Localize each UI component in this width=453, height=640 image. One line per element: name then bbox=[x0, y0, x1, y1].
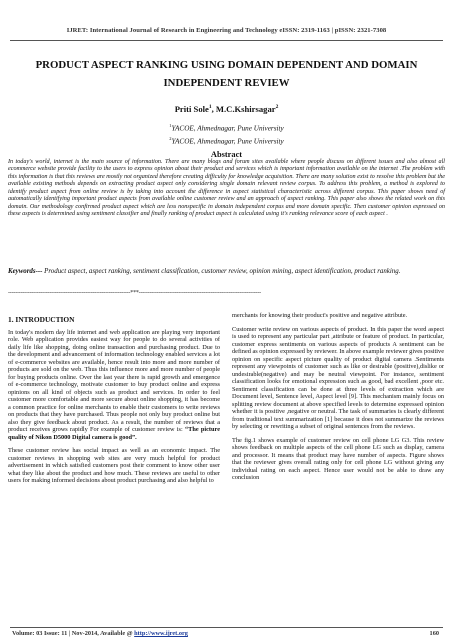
affiliation-superscript: 2 bbox=[169, 135, 172, 141]
affiliation-text: YACOE, Ahmednagar, Pune University bbox=[171, 137, 284, 146]
example-quote: “The picture quality of Nikon D5000 Digital camera is good”. bbox=[8, 426, 220, 441]
journal-header: IJRET: International Journal of Research in Engineering and Technology eISSN: 2319-1163 | pISSN: 2321-7308 bbox=[66, 27, 387, 34]
footer-divider bbox=[10, 627, 443, 628]
author-line bbox=[0, 104, 453, 114]
abstract-text: In today's world, internet is the main source of information. There are many blogs and forum sites available where people discuss on different issues and also almost all ecommerce website provide facility to the users to express opinion about their product and services which is important information available on the internet .The problem with this information is that this reviews are mostly not organized therefore creating difficulty for knowledge acquisition. There are many solution exist to resolve this problem but the available existing methods depends on extracting product aspect only considering single domain relevant review corpus. To address this problem, a method is explored to identify product aspect from online review is by taking into account the difference in aspect statistical characteristic across different corpus. This paper shows need of automatically identifying important product aspects from available online customer review and an approach of aspect ranking. This paper also shows the related work on this domain. Our methodology confirmed product aspect which are less nonspecific in domain independent corpus and more domain specific. Then customer opinion expressed on these aspects is determined using sentiment classifier and finally ranking of product aspect is calculated using it's ranking relevance score of each aspect . bbox=[8, 159, 445, 218]
body-paragraph: Customer write review on various aspects of product. In this paper the word aspect is used to represent any particular part ,attribute or feature of product. In particular, customer express sentiments on various aspects of products A sentiment can be defined as opinion expressed by reviewer. In above example reviewer gives positive opinion on specific aspect picture quality of product digital camera .Sentiments represent any viewpoints of customer such as like or desirable (positive),dislike or undesirable(negative) and may be neutral viewpoint. For instance, sentiment classification looks for emotional expression such as good, bad excellent ,poor etc. Sentiment classification can be done at three levels of extraction which are Document level, Sentence level, Aspect level [9]. This mechanism mainly focus on splitting review document at above specified levels to determine expressed opinion whether it is positive ,negative or neutral. The task of summaries is clearly different from traditional text summarization [1] because it does not summarize the reviews by selecting or rewriting a subset of original sentences from the reviews. bbox=[232, 325, 444, 430]
affiliation-superscript: 1 bbox=[169, 123, 172, 128]
author-superscript: 2 bbox=[275, 104, 279, 111]
affiliation-line bbox=[0, 134, 453, 147]
section-heading: 1. INTRODUCTION bbox=[8, 315, 75, 324]
right-column bbox=[232, 312, 444, 488]
paper-title: PRODUCT ASPECT RANKING USING DOMAIN DEPENDENT AND DOMAIN INDEPENDENT REVIEW bbox=[35, 59, 418, 89]
author-name: Priti Sole bbox=[174, 104, 209, 114]
footer-volume: Volume: 03 Issue: 11 | Nov-2014, Available @ bbox=[12, 630, 135, 637]
header-divider bbox=[10, 40, 443, 41]
affiliation-line bbox=[0, 121, 453, 134]
author-separator: , bbox=[211, 104, 216, 114]
page-footer bbox=[12, 630, 441, 637]
body-paragraph: The fig.1 shows example of customer review on cell phone LG G3. This review shows feedback on multiple aspects of the cell phone LG such as display, camera and processor. It means that product may have number of aspects. Figure shows that the reviewer gives overall rating only for cell phone LG without giving any individual rating on each aspect. Hence user would not be able to draw any conclusion bbox=[232, 436, 444, 481]
page-number: 160 bbox=[429, 630, 439, 637]
left-column bbox=[8, 316, 220, 491]
section-separator: --------------------------------------------------------------------***-------------------------------------------------------------------- bbox=[8, 290, 261, 296]
body-paragraph: merchants for knowing their product's positive and negative attribute. bbox=[232, 312, 408, 319]
keywords-block bbox=[8, 265, 445, 278]
author-name: M.C.Kshirsagar bbox=[215, 104, 276, 114]
keywords-label: Keywords--- bbox=[8, 268, 43, 275]
author-superscript: 1 bbox=[208, 104, 212, 111]
affiliation-text: YACOE, Ahmednagar, Pune University bbox=[171, 124, 284, 133]
abstract-heading: Abstract bbox=[210, 150, 243, 159]
keywords-text: Product aspect, aspect ranking, sentiment classification, customer review, opinion mining, aspect identification, product ranking. bbox=[42, 268, 401, 275]
affiliations bbox=[0, 121, 453, 147]
body-paragraph bbox=[8, 329, 220, 442]
body-paragraph: These customer review has social impact as well as an economic impact. The customer reviews in shopping web sites are very much helpful for product advertisement in which satisfied customers post their comment to know other user what they like about the product and how much. These reviews are useful to other users for making informed decisions about product purchasing and also helpful to bbox=[8, 447, 220, 484]
paragraph-text: In today's modern day life internet and web application are playing very important role. Web application provides easiest way for people to do several activities of daily life like shopping, doing online transaction and purchasing product. Due to the development and advancement of information technology enabled services a lot of e-commerce websites are available, hence result into more and more number of products are sold on the web. Thus this influence more and more number of people for buying products online. Over the last year there is rapid growth and emergence of e-commerce technology, motivate customer to buy product online and express opinions on all kind of objects such as product and services. In order to feel customer more comfortable and more secure about online shopping, it has become a common practice for online merchants to enable their customers to write reviews on products that they have purchased. Thus people not only buy product online but also they give feedback about product. As a result, the number of reviews that a product receives grows rapidly For example of customer review is: bbox=[8, 328, 220, 433]
journal-url-link[interactable]: http://www.ijret.org bbox=[134, 630, 188, 637]
